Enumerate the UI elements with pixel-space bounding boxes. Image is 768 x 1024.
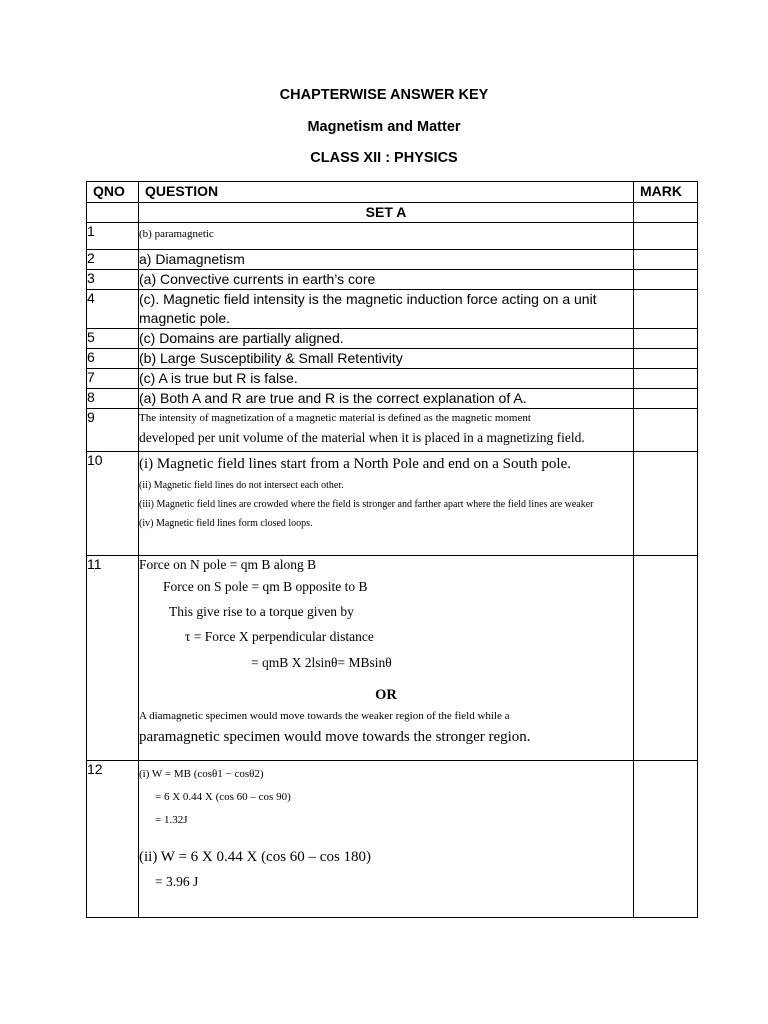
- qno-cell: 10: [87, 452, 139, 556]
- document-title: CHAPTERWISE ANSWER KEY: [279, 87, 489, 103]
- column-header-mark: MARK: [634, 182, 698, 203]
- column-header-qno: QNO: [87, 182, 139, 203]
- table-row: [87, 452, 698, 556]
- mark-cell: [634, 761, 698, 918]
- table-row: [87, 389, 698, 409]
- mark-cell: [634, 250, 698, 270]
- mark-cell: [634, 369, 698, 389]
- qno-cell: 1: [87, 223, 139, 250]
- mark-cell: [634, 349, 698, 369]
- answer-cell: (c). Magnetic field intensity is the magnetic induction force acting on a unit magnetic pole.: [139, 290, 634, 329]
- or-divider: OR: [375, 687, 397, 703]
- table-row: [87, 270, 698, 290]
- table-row: [87, 250, 698, 270]
- answer-key-table: [86, 181, 698, 918]
- table-row: [87, 409, 698, 452]
- mark-cell: [634, 409, 698, 452]
- answer-cell: (b) paramagnetic: [139, 223, 634, 250]
- answer-cell: (c) A is true but R is false.: [139, 369, 634, 389]
- table-row: [87, 556, 698, 761]
- answer-cell: (c) Domains are partially aligned.: [139, 329, 634, 349]
- mark-cell: [634, 223, 698, 250]
- mark-cell: [634, 556, 698, 761]
- qno-cell: 7: [87, 369, 139, 389]
- mark-cell: [634, 389, 698, 409]
- qno-cell: 12: [87, 761, 139, 918]
- qno-cell: 11: [87, 556, 139, 761]
- column-header-question: QUESTION: [139, 182, 634, 203]
- chapter-title: Magnetism and Matter: [307, 119, 461, 135]
- table-row: [87, 290, 698, 329]
- qno-cell: 6: [87, 349, 139, 369]
- mark-cell: [634, 290, 698, 329]
- set-row: [87, 203, 698, 223]
- qno-cell: 5: [87, 329, 139, 349]
- answer-cell: (i) Magnetic field lines start from a North Pole and end on a South pole. (ii) Magnetic field lines do not intersect each other. (iii) Magnetic field lines are crowded where the field is stronger and farther apart where the field lines are weaker (iv) Magnetic field lines form closed loops.: [139, 452, 634, 556]
- mark-cell: [634, 329, 698, 349]
- answer-cell: Force on N pole = qm B along B Force on S pole = qm B opposite to B This give rise to a torque given by τ = Force X perpendicular distance = qmB X 2lsinθ= MBsinθ OR A diamagnetic specimen would move towards the weaker region of the field while a paramagnetic specimen would move towards the stronger region.: [139, 556, 634, 761]
- qno-cell: 3: [87, 270, 139, 290]
- answer-cell: The intensity of magnetization of a magnetic material is defined as the magnetic moment developed per unit volume of the material when it is placed in a magnetizing field.: [139, 409, 634, 452]
- table-header-row: [87, 182, 698, 203]
- table-row: [87, 369, 698, 389]
- table-row: [87, 761, 698, 918]
- table-row: [87, 349, 698, 369]
- set-label: SET A: [139, 203, 634, 223]
- qno-cell: 8: [87, 389, 139, 409]
- answer-cell: a) Diamagnetism: [139, 250, 634, 270]
- table-row: [87, 329, 698, 349]
- answer-cell: (b) Large Susceptibility & Small Retentivity: [139, 349, 634, 369]
- qno-cell: 9: [87, 409, 139, 452]
- mark-cell: [634, 452, 698, 556]
- answer-cell: (a) Both A and R are true and R is the correct explanation of A.: [139, 389, 634, 409]
- qno-cell: 4: [87, 290, 139, 329]
- table-row: [87, 223, 698, 250]
- answer-cell: (i) W = MB (cosθ1 − cosθ2) = 6 X 0.44 X (cos 60 – cos 90) = 1.32J (ii) W = 6 X 0.44 X (cos 60 – cos 180) = 3.96 J: [139, 761, 634, 918]
- mark-cell: [634, 270, 698, 290]
- qno-cell: 2: [87, 250, 139, 270]
- answer-cell: (a) Convective currents in earth’s core: [139, 270, 634, 290]
- class-subject: CLASS XII : PHYSICS: [310, 150, 458, 166]
